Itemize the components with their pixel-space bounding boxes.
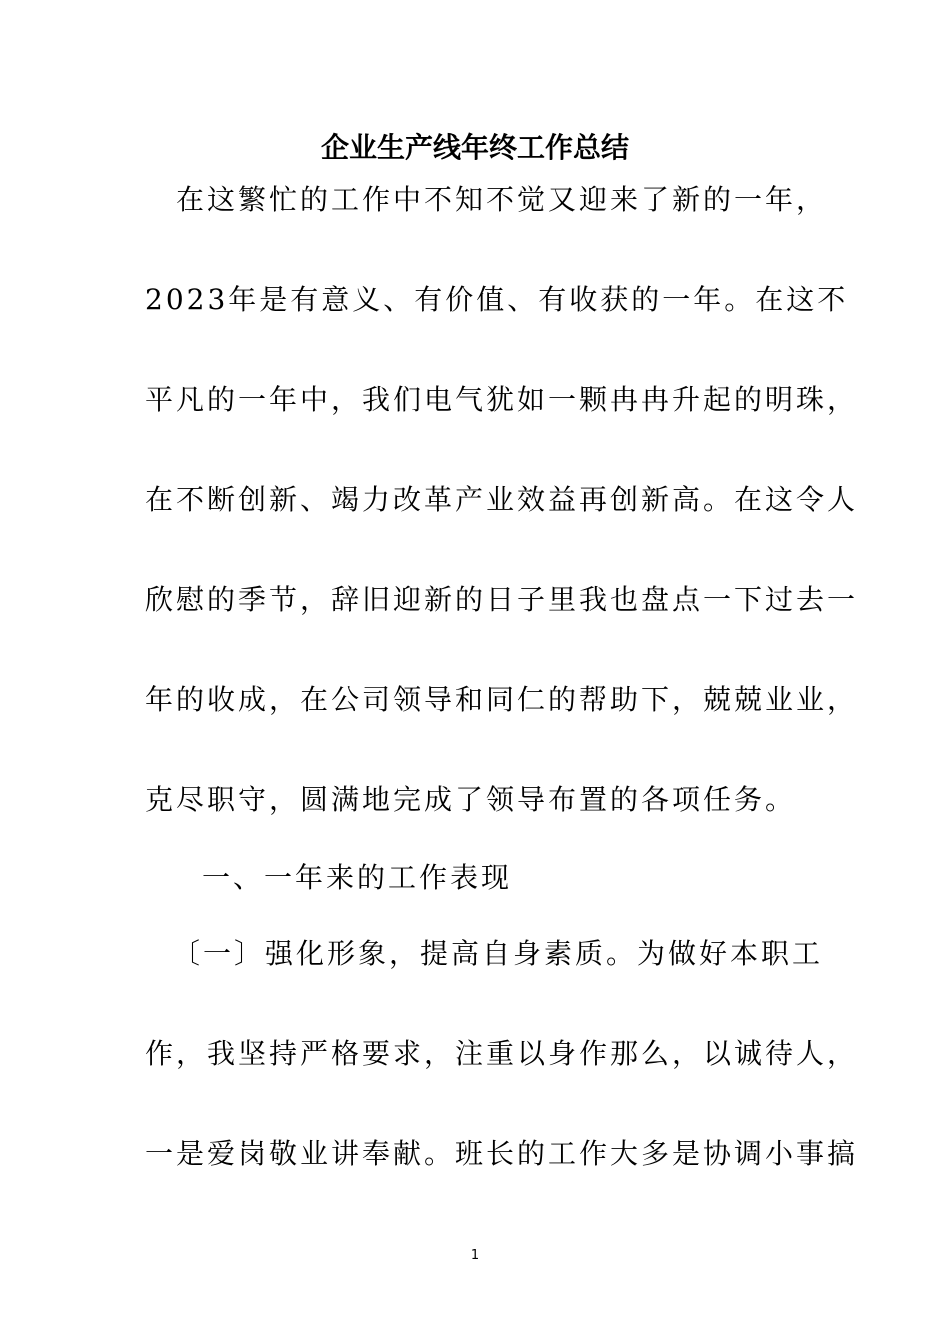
- paragraph-line-10: 一是爱岗敬业讲奉献。班长的工作大多是协调小事搞: [145, 1137, 859, 1170]
- paragraph-line-2: 2023年是有意义、有价值、有收获的一年。在这不: [145, 283, 849, 316]
- paragraph-line-5: 欣慰的季节，辞旧迎新的日子里我也盘点一下过去一: [145, 583, 859, 616]
- paragraph-line-8: 〔一〕强化形象，提高自身素质。为做好本职工: [172, 937, 824, 970]
- paragraph-line-9: 作，我坚持严格要求，注重以身作那么，以诚待人，: [145, 1037, 859, 1070]
- paragraph-line-7: 克尽职守，圆满地完成了领导布置的各项任务。: [145, 783, 797, 816]
- paragraph-line-1: 在这繁忙的工作中不知不觉又迎来了新的一年，: [176, 183, 828, 216]
- section-heading: 一、一年来的工作表现: [202, 861, 513, 894]
- paragraph-line-3: 平凡的一年中，我们电气犹如一颗冉冉升起的明珠，: [145, 383, 859, 416]
- paragraph-line-6: 年的收成，在公司领导和同仁的帮助下，兢兢业业，: [145, 683, 859, 716]
- document-title: 企业生产线年终工作总结: [320, 131, 629, 164]
- paragraph-line-4: 在不断创新、竭力改革产业效益再创新高。在这令人: [145, 483, 859, 516]
- page-number: 1: [470, 1248, 480, 1263]
